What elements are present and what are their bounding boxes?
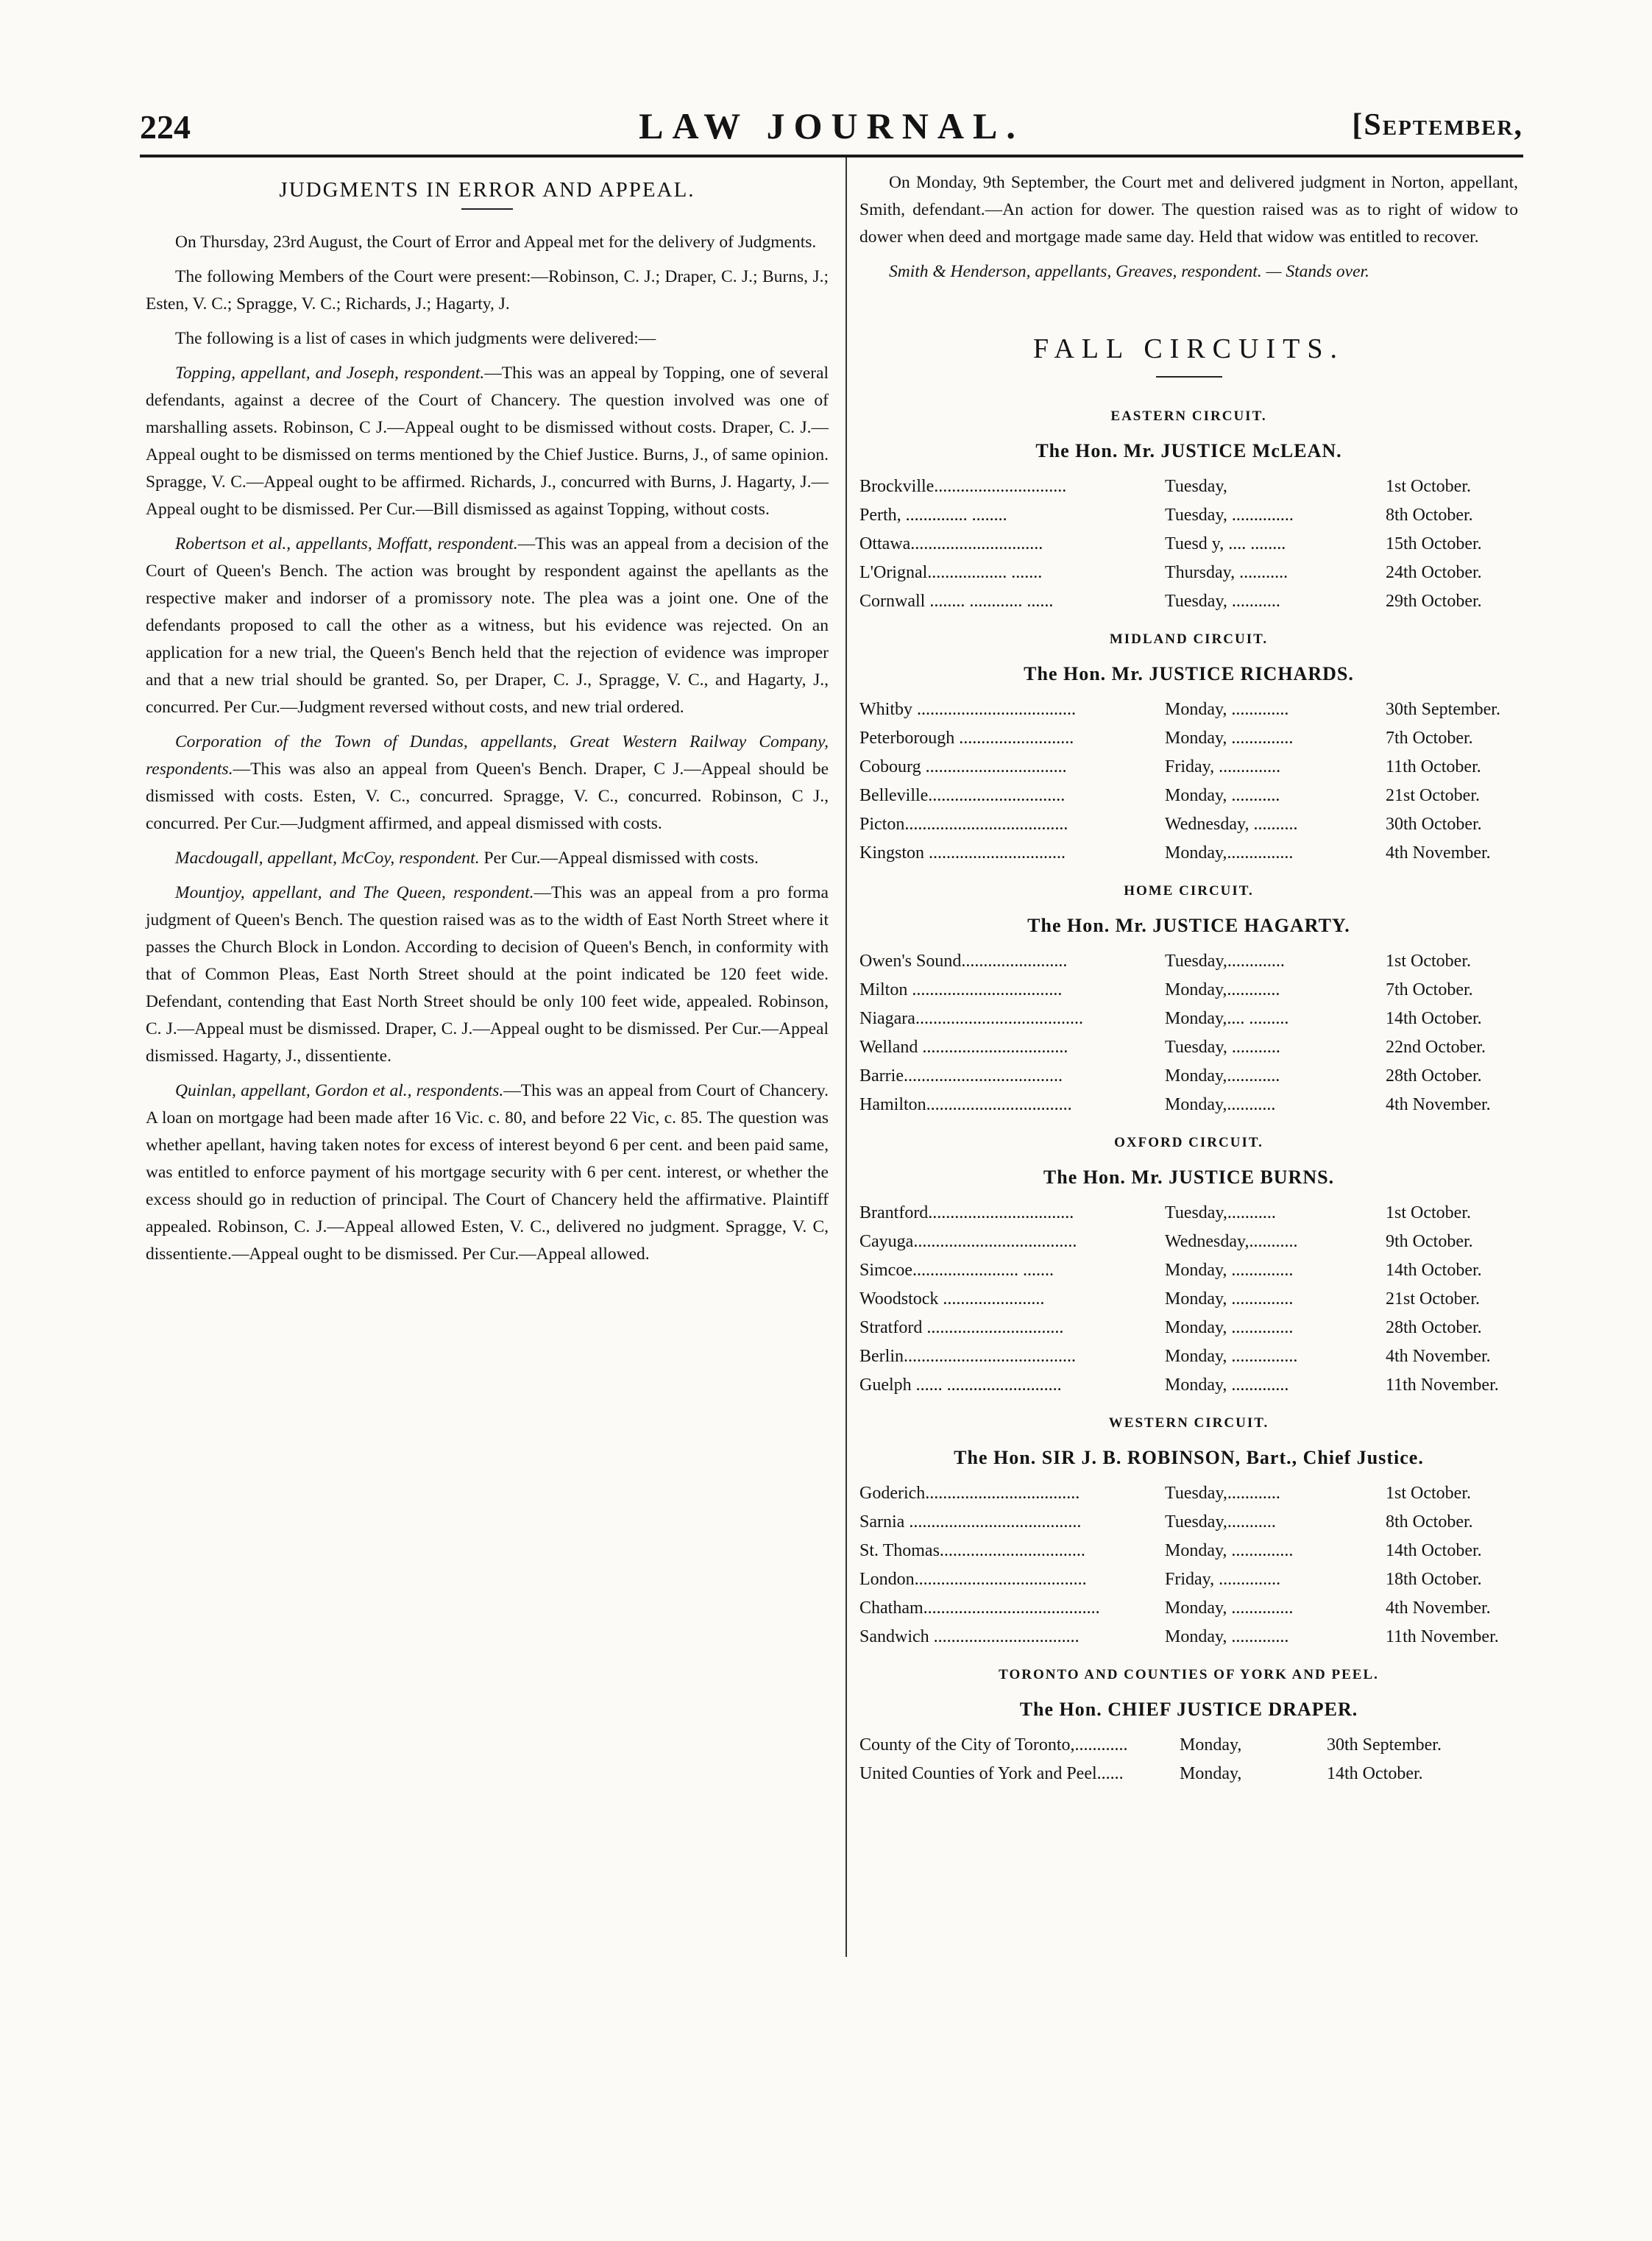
members-paragraph: The following Members of the Court were present:—Robinson, C. J.; Draper, C. J.; Burns, J.; Esten, V. C.; Spragge, V. C.; Richards, J.; Hagarty, J. [146, 267, 829, 314]
toronto-schedule [859, 1732, 1518, 1789]
schedule-day: Tuesday, .............. [1165, 506, 1294, 525]
circuit-schedule [859, 1480, 1518, 1652]
schedule-row [859, 782, 1518, 811]
schedule-date: 14th October. [1327, 1764, 1423, 1783]
schedule-row [859, 1063, 1518, 1091]
schedule-date: 30th September. [1386, 700, 1500, 719]
circuit-heading: EASTERN CIRCUIT. [1110, 408, 1267, 424]
circuit-heading: HOME CIRCUIT. [1124, 883, 1254, 899]
schedule-place: Milton .................................. [859, 980, 1063, 999]
schedule-place: Simcoe........................ ....... [859, 1261, 1054, 1280]
schedule-row [859, 1732, 1518, 1760]
schedule-place: Ottawa.............................. [859, 534, 1043, 553]
schedule-row [859, 754, 1518, 782]
schedule-row [859, 473, 1518, 502]
schedule-row [859, 1537, 1518, 1566]
schedule-date: 8th October. [1386, 506, 1473, 525]
case-text: —This was an appeal by Topping, one of several defendants, against a decree of the Court of Chancery. The question involved was one of marshalling assets. Robinson, C J.—Appeal ought to be dismissed without costs. Draper, C. J.—Appeal ought to be dismissed on terms mentioned by the Chief Justice. Burns, J., of same opinion. Spragge, V. C.—Appeal ought to be affirmed. Richards, J., concurred with Burns, J. Hagarty, J.—Appeal ought to be dismissed. Per Cur.—Bill dismissed as against Topping, without costs. [146, 364, 829, 519]
case-text: —This was an appeal from a decision of the Court of Queen's Bench. The action was brought by respondent against the apellants as the respective maker and indorser of a promissory note. The plea was a joint one. One of the defendants proposed to call the other as a witness, but his evidence was rejected. On an application for a new trial, the Queen's Bench held that the rejection of evidence was improper and that a new trial should be granted. So, per Draper, C. J., Spragge, V. C., and Hagarty, J., concurred. Per Cur.—Judgment reversed without costs, and new trial ordered. [146, 534, 829, 717]
schedule-date: 11th November. [1386, 1627, 1499, 1646]
schedule-row [859, 1566, 1518, 1595]
schedule-place: Goderich................................... [859, 1484, 1080, 1503]
schedule-place: Kingston ............................... [859, 843, 1066, 863]
schedule-place: Niagara...................................... [859, 1009, 1083, 1028]
schedule-day: Tuesd y, .... ........ [1165, 534, 1286, 553]
circuit-heading: WESTERN CIRCUIT. [1108, 1415, 1269, 1431]
schedule-date: 4th November. [1386, 1347, 1491, 1366]
circuit-schedule [859, 948, 1518, 1120]
schedule-day: Monday, ............... [1165, 1347, 1298, 1366]
schedule-day: Monday, [1180, 1735, 1242, 1755]
case-text: —This was an appeal from a pro forma judgment of Queen's Bench. The question raised was as to the width of East North Street where it passes the Church Block in London. According to decision of Queen's Bench, in conformity with that of Common Pleas, East North Street should at the point indicated be 120 feet wide. Defendant, contending that East North Street should be only 100 feet wide, appealed. Robinson, C. J.—Appeal must be dismissed. Draper, C. J.—Appeal ought to be dismissed. Per Cur.—Appeal dismissed. Hagarty, J., dissentiente. [146, 883, 829, 1066]
schedule-date: 4th November. [1386, 1599, 1491, 1618]
schedule-row [859, 1314, 1518, 1343]
schedule-row [859, 1480, 1518, 1509]
schedule-place: Welland ................................. [859, 1038, 1068, 1057]
case-paragraph [146, 845, 829, 872]
schedule-day: Monday,............ [1165, 980, 1280, 999]
schedule-date: 4th November. [1386, 843, 1491, 863]
schedule-day: Wednesday, .......... [1165, 815, 1298, 834]
schedule-date: 30th September. [1327, 1735, 1442, 1755]
schedule-day: Monday, [1180, 1764, 1242, 1783]
schedule-row [859, 531, 1518, 559]
schedule-place: Brantford................................. [859, 1203, 1074, 1222]
schedule-place: Cobourg ................................ [859, 757, 1067, 776]
schedule-day: Tuesday,........... [1165, 1203, 1276, 1222]
schedule-date: 29th October. [1386, 592, 1482, 611]
schedule-row [859, 1257, 1518, 1286]
schedule-row [859, 1228, 1518, 1257]
schedule-place: Picton..................................... [859, 815, 1068, 834]
schedule-row [859, 1005, 1518, 1034]
toronto-judge: The Hon. CHIEF JUSTICE DRAPER. [1019, 1699, 1358, 1720]
circuit-list [859, 403, 1518, 1652]
case-name: Mountjoy, appellant, and The Queen, respondent. [175, 883, 534, 902]
schedule-date: 9th October. [1386, 1232, 1473, 1251]
case-name: Quinlan, appellant, Gordon et al., respondents. [175, 1081, 504, 1100]
schedule-day: Monday, .............. [1165, 1318, 1294, 1337]
schedule-row [859, 948, 1518, 977]
schedule-day: Tuesday,........... [1165, 1512, 1276, 1532]
schedule-day: Monday, ........... [1165, 786, 1280, 805]
right-column [859, 169, 1518, 1789]
schedule-date: 18th October. [1386, 1570, 1482, 1589]
schedule-date: 22nd October. [1386, 1038, 1486, 1057]
running-head-month: [September, [1352, 108, 1523, 142]
schedule-day: Friday, .............. [1165, 1570, 1281, 1589]
case-name: Topping, appellant, and Joseph, respondent. [175, 364, 485, 383]
schedule-place: St. Thomas................................. [859, 1541, 1085, 1560]
schedule-date: 7th October. [1386, 729, 1473, 748]
schedule-date: 1st October. [1386, 952, 1471, 971]
schedule-day: Monday, .............. [1165, 1541, 1294, 1560]
schedule-day: Monday, ............. [1165, 1376, 1289, 1395]
schedule-day: Monday,........... [1165, 1095, 1276, 1114]
schedule-place: Cornwall ........ ............ ...... [859, 592, 1054, 611]
page-number: 224 [140, 108, 191, 146]
schedule-place: County of the City of Toronto,............ [859, 1735, 1128, 1755]
schedule-place: Chatham........................................ [859, 1599, 1100, 1618]
section-title: JUDGMENTS IN ERROR AND APPEAL. [279, 178, 695, 202]
schedule-day: Monday,............ [1165, 1066, 1280, 1086]
circuit-schedule [859, 696, 1518, 868]
schedule-date: 11th October. [1386, 757, 1481, 776]
schedule-place: Whitby .................................... [859, 700, 1076, 719]
schedule-day: Friday, .............. [1165, 757, 1281, 776]
circuit-judge: The Hon. Mr. JUSTICE BURNS. [1043, 1166, 1335, 1188]
schedule-row [859, 1091, 1518, 1120]
case-paragraph [146, 360, 829, 523]
schedule-place: Brockville.............................. [859, 477, 1067, 496]
schedule-date: 28th October. [1386, 1066, 1482, 1086]
schedule-day: Monday,.... ......... [1165, 1009, 1289, 1028]
schedule-place: Hamilton................................. [859, 1095, 1072, 1114]
schedule-place: Owen's Sound........................ [859, 952, 1068, 971]
schedule-row [859, 1200, 1518, 1228]
intro-paragraph: On Thursday, 23rd August, the Court of Error and Appeal met for the delivery of Judgments. [175, 233, 817, 252]
case-paragraph [146, 879, 829, 1070]
schedule-day: Tuesday, ........... [1165, 592, 1280, 611]
schedule-place: Barrie.................................... [859, 1066, 1063, 1086]
schedule-place: L'Orignal.................. ....... [859, 563, 1043, 582]
schedule-place: Berlin....................................... [859, 1347, 1076, 1366]
schedule-place: United Counties of York and Peel...... [859, 1764, 1124, 1783]
schedule-day: Monday, .............. [1165, 1289, 1294, 1309]
monday-judgment-paragraph: On Monday, 9th September, the Court met and delivered judgment in Norton, appellant, Smith, defendant.—An action for dower. The question raised was as to right of widow to dower when deed and mortgage made same day. Held that widow was entitled to recover. [859, 173, 1518, 247]
case-paragraph [146, 531, 829, 721]
schedule-day: Thursday, ........... [1165, 563, 1288, 582]
circuit-judge: The Hon. Mr. JUSTICE RICHARDS. [1024, 663, 1354, 684]
running-head [140, 105, 1523, 156]
schedule-place: Stratford ............................... [859, 1318, 1064, 1337]
schedule-date: 21st October. [1386, 786, 1480, 805]
schedule-day: Tuesday, ........... [1165, 1038, 1280, 1057]
case-text: Per Cur.—Appeal dismissed with costs. [479, 849, 759, 868]
schedule-date: 14th October. [1386, 1261, 1482, 1280]
circuit-heading: MIDLAND CIRCUIT. [1109, 631, 1269, 647]
case-text: —This was an appeal from Court of Chancery. A loan on mortgage had been made after 16 Vic. c. 80, and before 22 Vic, c. 85. The question was whether apellant, having taken notes for excess of interest beyond 6 per cent. and been paid same, was entitled to enforce payment of his mortgage security with 6 per cent. interest, or whether the excess should go in reduction of principal. The Court of Chancery held the affirmative. Plaintiff appealed. Robinson, C. J.—Appeal allowed Esten, V. C., delivered no judgment. Spragge, V. C, dissentiente.—Appeal ought to be dismissed. Per Cur.—Appeal allowed. [146, 1081, 829, 1264]
circuit-judge: The Hon. SIR J. B. ROBINSON, Bart., Chief Justice. [954, 1447, 1424, 1468]
schedule-date: 28th October. [1386, 1318, 1482, 1337]
schedule-day: Monday,............... [1165, 843, 1294, 863]
schedule-day: Monday, .............. [1165, 729, 1294, 748]
schedule-day: Wednesday,........... [1165, 1232, 1298, 1251]
schedule-date: 1st October. [1386, 1484, 1471, 1503]
schedule-date: 21st October. [1386, 1289, 1480, 1309]
case-paragraph [146, 1077, 829, 1268]
schedule-date: 14th October. [1386, 1009, 1482, 1028]
schedule-row [859, 811, 1518, 840]
circuit-schedule [859, 473, 1518, 617]
case-text: —This was also an appeal from Queen's Bench. Draper, C J.—Appeal should be dismissed with costs. Esten, V. C., concurred. Spragge, V. C., concurred. Robinson, C J., concurred. Per Cur.—Judgment affirmed, and appeal dismissed with costs. [146, 760, 829, 833]
schedule-date: 11th November. [1386, 1376, 1499, 1395]
schedule-row [859, 1343, 1518, 1372]
circuit-heading: OXFORD CIRCUIT. [1114, 1135, 1263, 1150]
schedule-row [859, 840, 1518, 868]
schedule-row [859, 977, 1518, 1005]
title-rule [461, 208, 513, 210]
schedule-day: Monday, .............. [1165, 1261, 1294, 1280]
schedule-day: Monday, ............. [1165, 700, 1289, 719]
schedule-date: 15th October. [1386, 534, 1482, 553]
schedule-date: 1st October. [1386, 1203, 1471, 1222]
schedule-row [859, 696, 1518, 725]
schedule-row [859, 1760, 1518, 1789]
schedule-date: 4th November. [1386, 1095, 1491, 1114]
left-column [146, 169, 829, 1275]
schedule-place: Guelph ...... .......................... [859, 1376, 1062, 1395]
schedule-row [859, 559, 1518, 588]
schedule-day: Tuesday, [1165, 477, 1227, 496]
schedule-day: Monday, ............. [1165, 1627, 1289, 1646]
header-rule [140, 155, 1523, 157]
list-lead-paragraph: The following is a list of cases in which judgments were delivered:— [175, 329, 656, 348]
circuit-judge: The Hon. Mr. JUSTICE McLEAN. [1035, 440, 1342, 461]
case-paragraph [146, 729, 829, 838]
schedule-day: Monday, .............. [1165, 1599, 1294, 1618]
schedule-date: 1st October. [1386, 477, 1471, 496]
circuit-judge: The Hon. Mr. JUSTICE HAGARTY. [1027, 915, 1350, 936]
schedule-place: Peterborough .......................... [859, 729, 1074, 748]
schedule-row [859, 1372, 1518, 1401]
case-name: Robertson et al., appellants, Moffatt, respondent. [175, 534, 518, 553]
schedule-place: Sandwich ................................. [859, 1627, 1080, 1646]
schedule-date: 8th October. [1386, 1512, 1473, 1532]
schedule-row [859, 1509, 1518, 1537]
schedule-row [859, 1595, 1518, 1624]
schedule-place: Perth, .............. ........ [859, 506, 1007, 525]
fall-circuits-rule [1156, 376, 1222, 378]
schedule-place: Belleville............................... [859, 786, 1066, 805]
schedule-row [859, 725, 1518, 754]
schedule-place: Woodstock ....................... [859, 1289, 1045, 1309]
schedule-date: 7th October. [1386, 980, 1473, 999]
schedule-date: 24th October. [1386, 563, 1482, 582]
schedule-date: 30th October. [1386, 815, 1482, 834]
schedule-row [859, 1624, 1518, 1652]
schedule-row [859, 502, 1518, 531]
circuit-schedule [859, 1200, 1518, 1401]
toronto-circuit-heading: TORONTO AND COUNTIES OF YORK AND PEEL. [999, 1667, 1379, 1682]
schedule-day: Tuesday,............ [1165, 1484, 1280, 1503]
schedule-date: 14th October. [1386, 1541, 1482, 1560]
schedule-day: Tuesday,............. [1165, 952, 1285, 971]
schedule-row [859, 1034, 1518, 1063]
fall-circuits-title: FALL CIRCUITS. [1033, 333, 1344, 364]
stands-over-paragraph: Smith & Henderson, appellants, Greaves, respondent. — Stands over. [889, 262, 1369, 281]
schedule-row [859, 1286, 1518, 1314]
case-name: Corporation of the Town of Dundas, appellants, Great Western Railway Company, respondents. [146, 732, 829, 779]
case-name: Macdougall, appellant, McCoy, respondent. [175, 849, 480, 868]
schedule-place: London....................................... [859, 1570, 1087, 1589]
column-divider [846, 157, 847, 1957]
schedule-place: Cayuga..................................... [859, 1232, 1077, 1251]
journal-title: LAW JOURNAL. [639, 105, 1024, 146]
schedule-row [859, 588, 1518, 617]
schedule-place: Sarnia ....................................... [859, 1512, 1082, 1532]
